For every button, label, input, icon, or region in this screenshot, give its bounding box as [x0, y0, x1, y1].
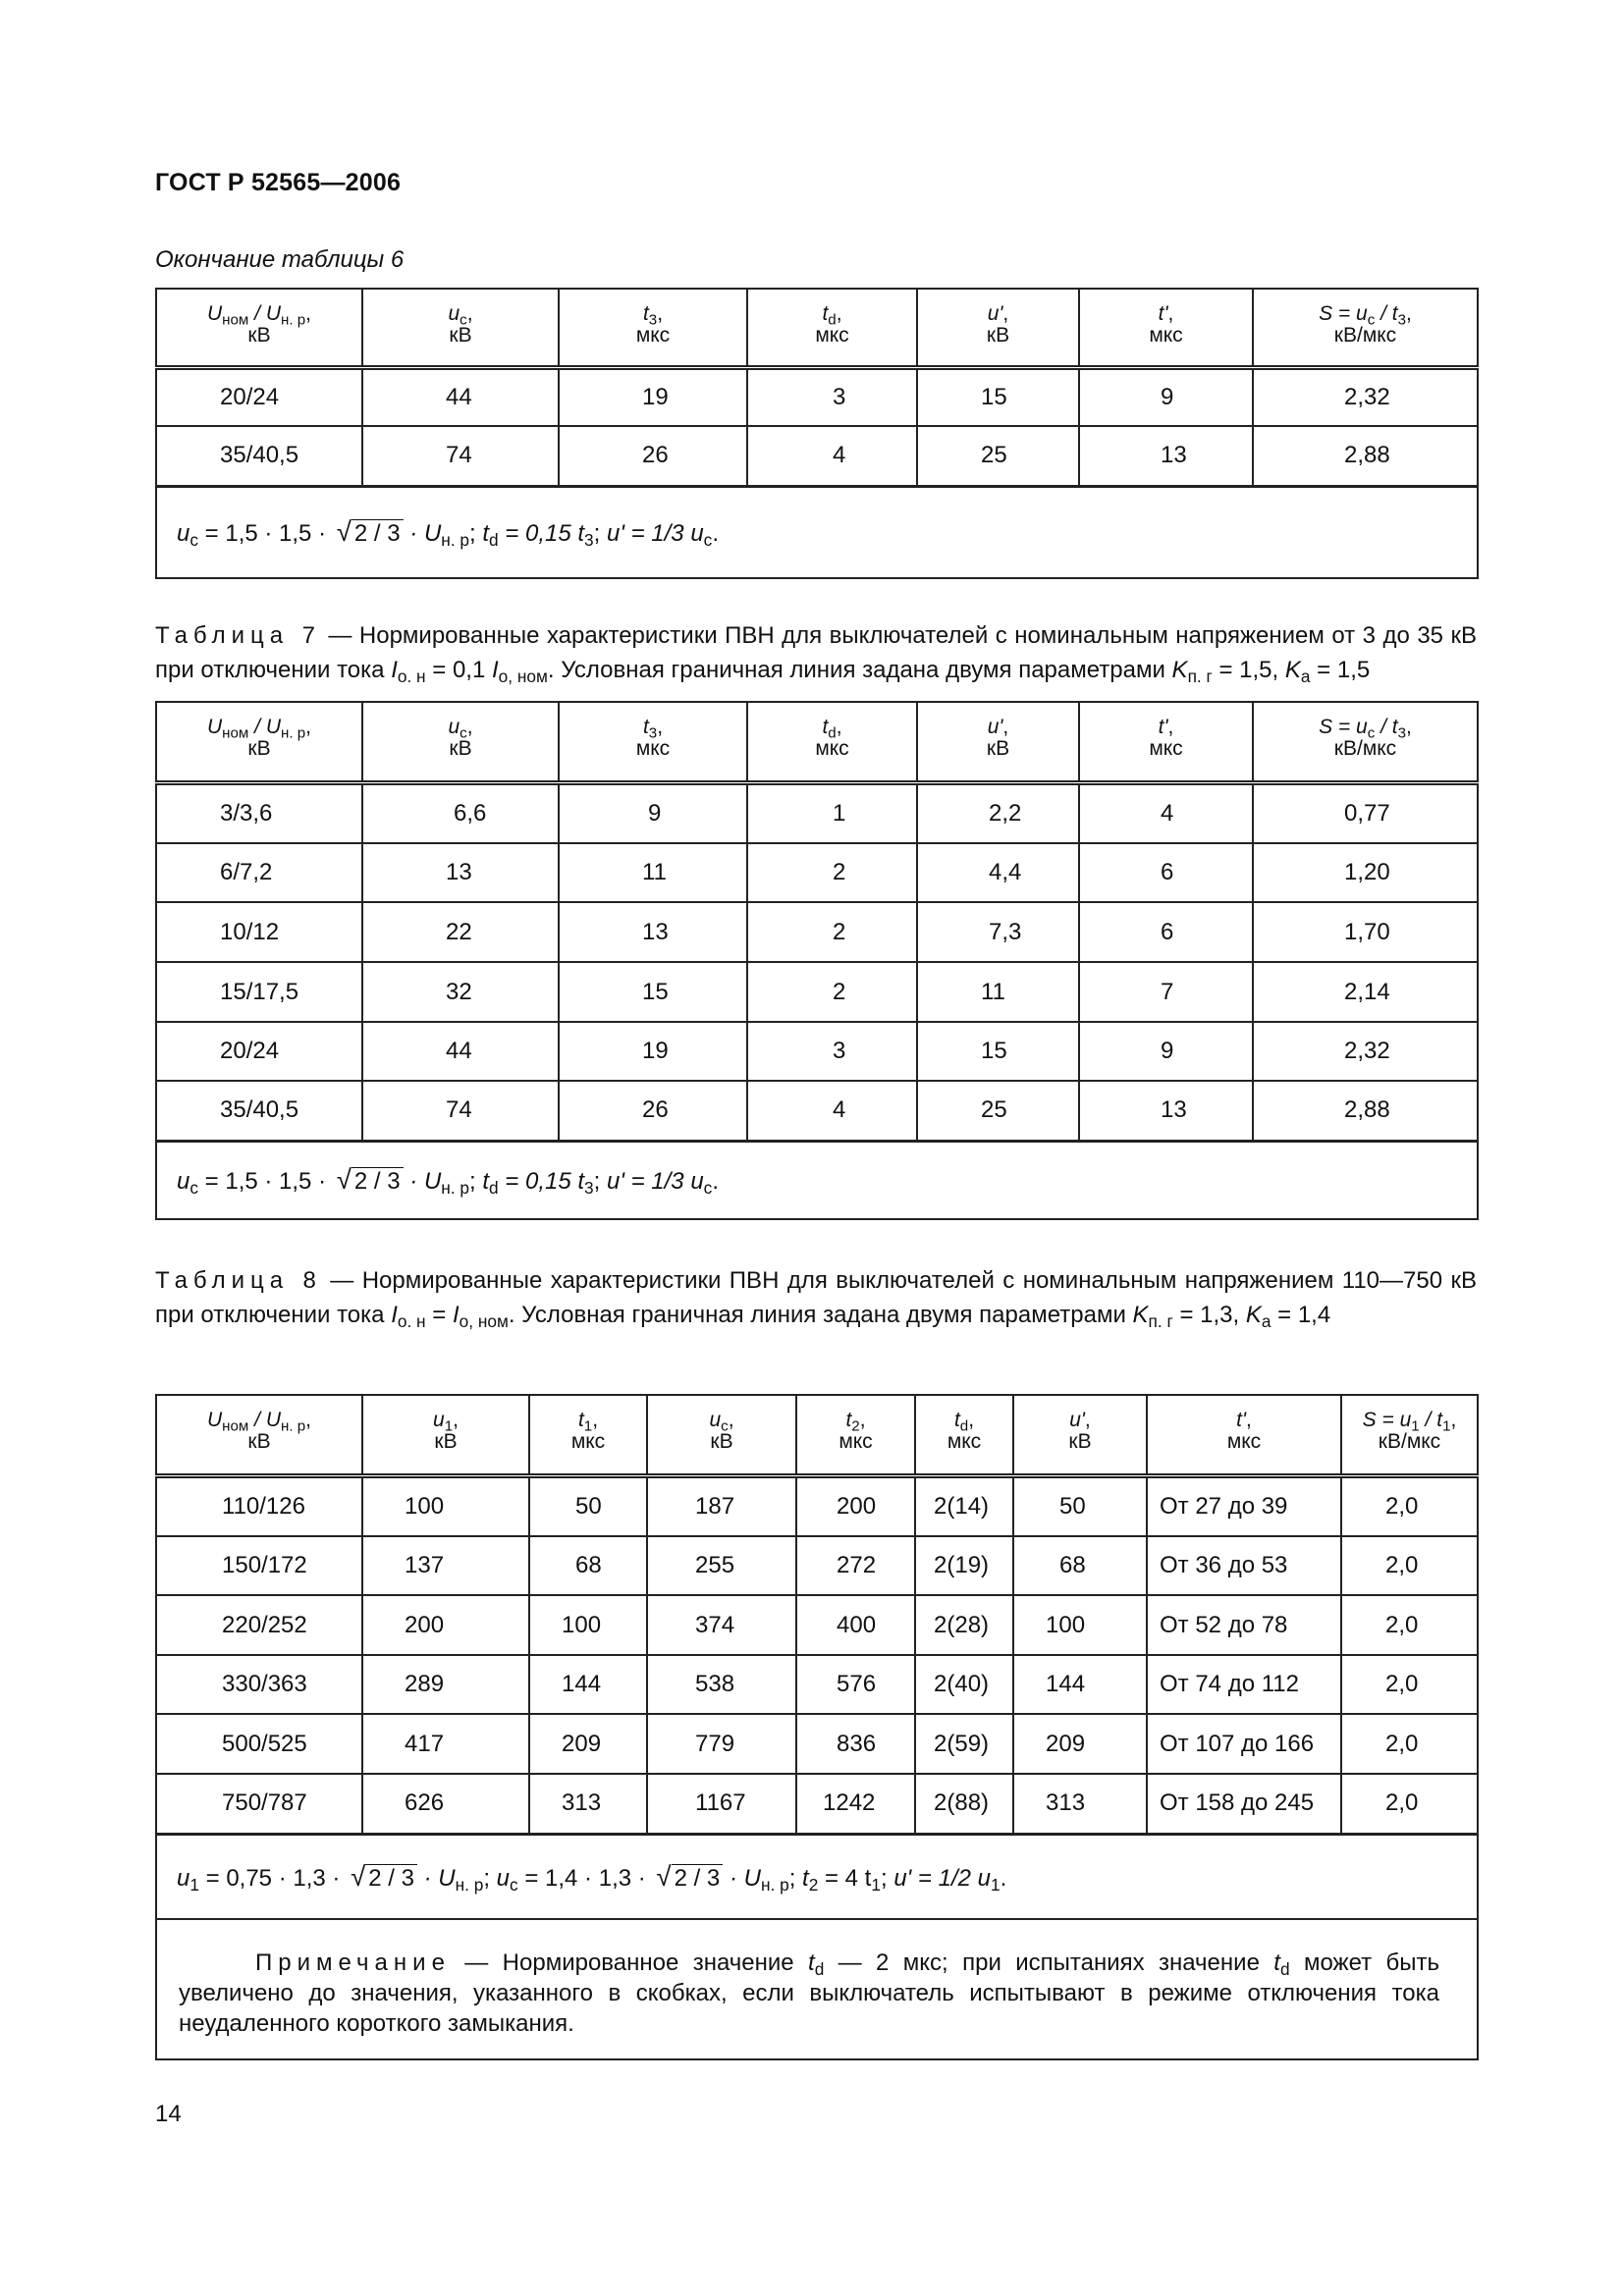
table-cell: От 36 до 53: [1147, 1536, 1341, 1595]
table-cell: 35/40,5: [156, 426, 362, 486]
table-cell: 26: [559, 426, 747, 486]
note-row: [156, 1919, 1478, 2059]
table-header-row: [156, 702, 1478, 782]
table-cell: 220/252: [156, 1595, 362, 1655]
table-cell: 2,32: [1253, 1022, 1478, 1081]
table-cell: 2,32: [1253, 367, 1478, 426]
table-cell: 15: [917, 1022, 1079, 1081]
table-cell: 100: [1013, 1595, 1147, 1655]
table-cell: 13: [1079, 426, 1253, 486]
table-cell: 110/126: [156, 1475, 362, 1536]
table-cell: 20/24: [156, 1022, 362, 1081]
table-cell: 2(28): [915, 1595, 1013, 1655]
table-cell: 13: [559, 902, 747, 962]
table-cell: 44: [362, 1022, 559, 1081]
table-cell: 1167: [647, 1774, 796, 1834]
col-header-s: $S = u_с / t_3$, кВ/мкс: [1253, 702, 1478, 782]
table-cell: 2(88): [915, 1774, 1013, 1834]
table-cell: От 107 до 166: [1147, 1714, 1341, 1774]
table-cell: 74: [362, 426, 559, 486]
table-row: [156, 1536, 1478, 1595]
table-cell: 750/787: [156, 1774, 362, 1834]
table-row: [156, 1714, 1478, 1774]
table-cell: 1,20: [1253, 843, 1478, 902]
table-cell: 3: [747, 367, 917, 426]
table-cell: 6: [1079, 902, 1253, 962]
table-cell: 2,88: [1253, 426, 1478, 486]
table-cell: 26: [559, 1081, 747, 1141]
table-cell: От 27 до 39: [1147, 1475, 1341, 1536]
table-cell: 68: [529, 1536, 647, 1595]
table-cell: От 74 до 112: [1147, 1655, 1341, 1714]
table-cell: 2(19): [915, 1536, 1013, 1595]
table-row: [156, 902, 1478, 962]
table-cell: От 158 до 245: [1147, 1774, 1341, 1834]
table-cell: 11: [917, 962, 1079, 1022]
table-cell: 1,70: [1253, 902, 1478, 962]
col-header-t-prime: t', мкс: [1147, 1395, 1341, 1475]
table-cell: От 52 до 78: [1147, 1595, 1341, 1655]
table-cell: 0,77: [1253, 782, 1478, 843]
table-cell: 2,2: [917, 782, 1079, 843]
table-cell: 417: [362, 1714, 529, 1774]
col-header-td: $t_d$, мкс: [915, 1395, 1013, 1475]
sqrt-expression: √ 2 / 3: [333, 516, 404, 548]
col-header-u1: $u_1$, кВ: [362, 1395, 529, 1475]
table-cell: 2: [747, 843, 917, 902]
table-cell: 2: [747, 902, 917, 962]
table-cell: 6/7,2: [156, 843, 362, 902]
table-cell: 100: [529, 1595, 647, 1655]
table-cell: 7,3: [917, 902, 1079, 962]
table-cell: 272: [796, 1536, 915, 1595]
table-cell: 779: [647, 1714, 796, 1774]
table-cell: 137: [362, 1536, 529, 1595]
table8-caption: Таблица 8 — Нормированные характеристики ПВН для выключателей с номинальным напряжением 110—750 кВ при отключении тока $I_{о. н} = I_{о, ном}$. Условная граничная линия задана двумя параметрами $K_{п. г} = 1,3$, $K_а = 1,4$: [155, 1267, 1477, 1332]
table-cell: 313: [1013, 1774, 1147, 1834]
table-cell: 50: [529, 1475, 647, 1536]
table-cell: 4: [747, 1081, 917, 1141]
table-row: [156, 843, 1478, 902]
table-cell: 2(40): [915, 1655, 1013, 1714]
table-cell: 9: [1079, 1022, 1253, 1081]
table8-formula: $u_1 = 0,75 \cdot 1,3$ · √ $2 / 3 \cdot U_{н. р}$; $u_с = 1,4 \cdot 1,3$ · √ $2 / 3 \cdot U_{н. р}$; $t_2 = 4$ $t_1$; u' = 1/2 $u_1$.: [156, 1834, 1478, 1919]
table-cell: 35/40,5: [156, 1081, 362, 1141]
col-header-voltage: $U_{ном} / U_{н. р}$, кВ: [156, 1395, 362, 1475]
col-header-t-prime: t', мкс: [1079, 289, 1253, 367]
col-header-t-prime: t', мкс: [1079, 702, 1253, 782]
page-number: 14: [155, 2101, 182, 2127]
col-header-t1: $t_1$, мкс: [529, 1395, 647, 1475]
table-cell: 538: [647, 1655, 796, 1714]
table-cell: 200: [362, 1595, 529, 1655]
formula-row: [156, 1834, 1478, 1919]
table-cell: 13: [1079, 1081, 1253, 1141]
table-cell: 500/525: [156, 1714, 362, 1774]
table-8: [155, 1394, 1479, 2060]
col-header-voltage: $U_{ном} / U_{н. р}$, кВ: [156, 289, 362, 367]
table-cell: 74: [362, 1081, 559, 1141]
table-cell: 6,6: [362, 782, 559, 843]
table-cell: 19: [559, 367, 747, 426]
table-cell: 11: [559, 843, 747, 902]
table-cell: 9: [1079, 367, 1253, 426]
table-cell: 25: [917, 1081, 1079, 1141]
table-cell: 4: [1079, 782, 1253, 843]
table-cell: 19: [559, 1022, 747, 1081]
table-cell: 13: [362, 843, 559, 902]
table-row: [156, 1081, 1478, 1141]
formula-row: [156, 1141, 1478, 1219]
table-cell: 3/3,6: [156, 782, 362, 843]
table-cell: 2,0: [1341, 1774, 1478, 1834]
table-cell: 44: [362, 367, 559, 426]
table-cell: 22: [362, 902, 559, 962]
col-header-u-prime: u', кВ: [917, 702, 1079, 782]
col-header-s: $S = u_с / t_3$, кВ/мкс: [1253, 289, 1478, 367]
table-header-row: [156, 289, 1478, 367]
table-cell: 68: [1013, 1536, 1147, 1595]
page-header-title: ГОСТ Р 52565—2006: [155, 169, 402, 196]
table-row: [156, 367, 1478, 426]
table-cell: 6: [1079, 843, 1253, 902]
col-header-voltage: $U_{ном} / U_{н. р}$, кВ: [156, 702, 362, 782]
col-header-s: $S = u_1 / t_1$, кВ/мкс: [1341, 1395, 1478, 1475]
table-cell: 2(59): [915, 1714, 1013, 1774]
table-cell: 2,0: [1341, 1595, 1478, 1655]
table-cell: 50: [1013, 1475, 1147, 1536]
table-cell: 100: [362, 1475, 529, 1536]
table-cell: 32: [362, 962, 559, 1022]
col-header-t3: $t_3$, мкс: [559, 289, 747, 367]
col-header-uc: $u_с$, кВ: [647, 1395, 796, 1475]
table-cell: 836: [796, 1714, 915, 1774]
table-row: [156, 1022, 1478, 1081]
table-cell: 576: [796, 1655, 915, 1714]
sqrt-expression: √ 2 / 3: [347, 1861, 417, 1893]
formula-row: [156, 486, 1478, 578]
table-cell: 374: [647, 1595, 796, 1655]
col-header-uc: $u_с$, кВ: [362, 702, 559, 782]
table-cell: 15: [917, 367, 1079, 426]
sqrt-expression: √ 2 / 3: [333, 1164, 404, 1196]
col-header-uc: $u_с$, кВ: [362, 289, 559, 367]
table-row: [156, 1655, 1478, 1714]
table-row: [156, 962, 1478, 1022]
table-cell: 9: [559, 782, 747, 843]
table-cell: 255: [647, 1536, 796, 1595]
table-cell: 150/172: [156, 1536, 362, 1595]
table-6-end: [155, 288, 1479, 579]
table-cell: 3: [747, 1022, 917, 1081]
table-cell: 1: [747, 782, 917, 843]
table-cell: 2,0: [1341, 1714, 1478, 1774]
table-cell: 2,88: [1253, 1081, 1478, 1141]
table-cell: 4,4: [917, 843, 1079, 902]
table-row: [156, 782, 1478, 843]
table6-continuation-caption: Окончание таблицы 6: [155, 246, 405, 273]
table-cell: 330/363: [156, 1655, 362, 1714]
table-cell: 10/12: [156, 902, 362, 962]
table-cell: 626: [362, 1774, 529, 1834]
table7-formula: $u_с = 1,5 \cdot 1,5$ · √ $2 / 3 \cdot U_{н. р}$; $t_d = 0,15$ $t_3$; u' = 1/3 $u_с$.: [156, 1141, 1478, 1219]
table-cell: 144: [529, 1655, 647, 1714]
table-cell: 187: [647, 1475, 796, 1536]
table-cell: 15: [559, 962, 747, 1022]
table-cell: 20/24: [156, 367, 362, 426]
table-cell: 1242: [796, 1774, 915, 1834]
table-row: [156, 1475, 1478, 1536]
table-cell: 2,0: [1341, 1475, 1478, 1536]
table-cell: 144: [1013, 1655, 1147, 1714]
sqrt-expression: √ 2 / 3: [652, 1861, 723, 1893]
table-cell: 2(14): [915, 1475, 1013, 1536]
table-row: [156, 1595, 1478, 1655]
table6-formula: $u_с = 1,5 \cdot 1,5$ · √ $2 / 3 \cdot U_{н. р}$; $t_d = 0,15$ $t_3$; u' = 1/3 $u_с$.: [156, 486, 1478, 578]
col-header-td: $t_d$, мкс: [747, 702, 917, 782]
table-cell: 209: [529, 1714, 647, 1774]
table-cell: 400: [796, 1595, 915, 1655]
col-header-t3: $t_3$, мкс: [559, 702, 747, 782]
table-row: [156, 1774, 1478, 1834]
table-7: [155, 701, 1479, 1220]
table-cell: 2,0: [1341, 1536, 1478, 1595]
table-cell: 15/17,5: [156, 962, 362, 1022]
table-cell: 4: [747, 426, 917, 486]
table8-note: Примечание — Нормированное значение $t_d$ — 2 мкс; при испытаниях значение $t_d$ может быть увеличено до значения, указанного в скобках, если выключатель испытывают в режиме отключения тока неудаленного короткого замыкания.: [156, 1919, 1478, 2059]
col-header-t2: $t_2$, мкс: [796, 1395, 915, 1475]
table-cell: 289: [362, 1655, 529, 1714]
table-cell: 200: [796, 1475, 915, 1536]
table-row: [156, 426, 1478, 486]
table7-caption: Таблица 7 — Нормированные характеристики ПВН для выключателей с номинальным напряжением от 3 до 35 кВ при отключении тока $I_{о. н} = 0,1$ $I_{о, ном}$. Условная граничная линия задана двумя параметрами $K_{п. г} = 1,5$, $K_а = 1,5$: [155, 622, 1477, 687]
table-cell: 313: [529, 1774, 647, 1834]
table-cell: 2,14: [1253, 962, 1478, 1022]
table-cell: 25: [917, 426, 1079, 486]
col-header-u-prime: u', кВ: [1013, 1395, 1147, 1475]
col-header-td: $t_d$, мкс: [747, 289, 917, 367]
table-cell: 2,0: [1341, 1655, 1478, 1714]
table-cell: 7: [1079, 962, 1253, 1022]
table-cell: 209: [1013, 1714, 1147, 1774]
col-header-u-prime: u', кВ: [917, 289, 1079, 367]
table-cell: 2: [747, 962, 917, 1022]
table-header-row: [156, 1395, 1478, 1475]
